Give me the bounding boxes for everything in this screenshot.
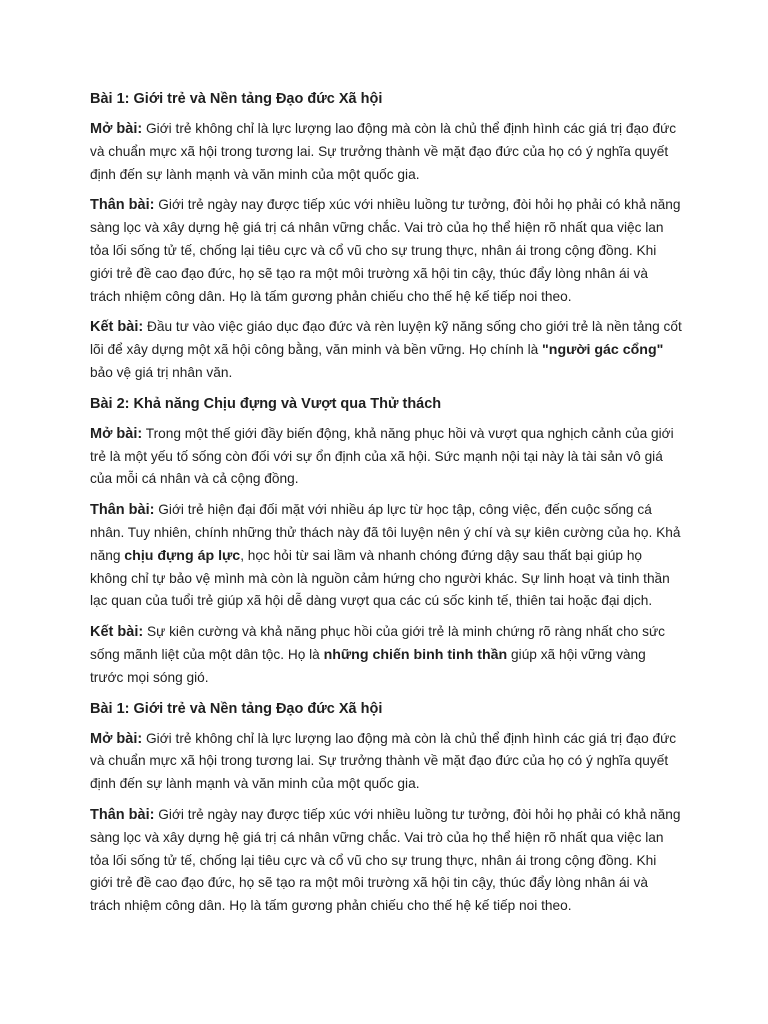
- conclusion-label: Kết bài:: [90, 624, 144, 641]
- body-label: Thân bài:: [90, 502, 155, 519]
- body-emphasis: chịu đựng áp lực: [124, 547, 241, 564]
- intro-paragraph: [90, 118, 682, 186]
- conclusion-text-after: giúp xã hội vững vàng trước mọi sóng gió.: [90, 646, 646, 685]
- intro-paragraph: [90, 728, 682, 796]
- conclusion-text-after: bảo vệ giá trị nhân văn.: [90, 364, 233, 380]
- intro-label: Mở bài:: [90, 425, 143, 442]
- intro-text: Giới trẻ không chỉ là lực lượng lao động mà còn là chủ thể định hình các giá trị đạo đức và chuẩn mực xã hội trong tương lai. Sự trưởng thành về mặt đạo đức của họ có ý nghĩa quyết định đến sự lành mạnh và văn minh của một quốc gia.: [90, 730, 677, 792]
- body-paragraph: [90, 194, 682, 308]
- body-label: Thân bài:: [90, 197, 155, 214]
- conclusion-emphasis: "người gác cổng": [542, 342, 664, 359]
- conclusion-paragraph: [90, 316, 682, 384]
- body-text: Giới trẻ ngày nay được tiếp xúc với nhiều luồng tư tưởng, đòi hỏi họ phải có khả năng sàng lọc và xây dựng hệ giá trị cá nhân vững chắc. Vai trò của họ thể hiện rõ nhất qua việc lan tỏa lối sống tử tế, chống lại tiêu cực và cổ vũ cho sự trung thực, nhân ái trong cộng đồng. Khi giới trẻ đề cao đạo đức, họ sẽ tạo ra một môi trường xã hội tin cậy, thúc đẩy lòng nhân ái và trách nhiệm công dân. Họ là tấm gương phản chiếu cho thế hệ kế tiếp noi theo.: [90, 806, 681, 914]
- conclusion-text-before: Đầu tư vào việc giáo dục đạo đức và rèn luyện kỹ năng sống cho giới trẻ là nền tảng cốt lõi để xây dựng một xã hội công bằng, văn minh và bền vững. Họ chính là: [90, 319, 682, 358]
- body-text: Giới trẻ ngày nay được tiếp xúc với nhiều luồng tư tưởng, đòi hỏi họ phải có khả năng sàng lọc và xây dựng hệ giá trị cá nhân vững chắc. Vai trò của họ thể hiện rõ nhất qua việc lan tỏa lối sống tử tế, chống lại tiêu cực và cổ vũ cho sự trung thực, nhân ái trong cộng đồng. Khi giới trẻ đề cao đạo đức, họ sẽ tạo ra một môi trường xã hội tin cậy, thúc đẩy lòng nhân ái và trách nhiệm công dân. Họ là tấm gương phản chiếu cho thế hệ kế tiếp noi theo.: [90, 197, 681, 304]
- conclusion-paragraph: [90, 621, 682, 689]
- essay-section-3: [90, 698, 682, 918]
- intro-text: Trong một thế giới đầy biến động, khả năng phục hồi và vượt qua nghịch cảnh của giới trẻ là một yếu tố sống còn đối với sự ổn định của xã hội. Sức mạnh nội tại này là tài sản vô giá của mỗi cá nhân và cả cộng đồng.: [90, 425, 674, 487]
- body-text-after: , học hỏi từ sai lầm và nhanh chóng đứng dậy sau thất bại giúp họ không chỉ tự bảo vệ mình mà còn là nguồn cảm hứng cho người khác. Sự linh hoạt và tinh thần lạc quan của tuổi trẻ giúp xã hội dễ dàng vượt qua các cú sốc kinh tế, thiên tai hoặc đại dịch.: [90, 547, 670, 609]
- section-heading: Bài 1: Giới trẻ và Nền tảng Đạo đức Xã hội: [90, 91, 383, 107]
- conclusion-text-before: Sự kiên cường và khả năng phục hồi của giới trẻ là minh chứng rõ ràng nhất cho sức sống mãnh liệt của một dân tộc. Họ là: [90, 624, 665, 662]
- intro-label: Mở bài:: [90, 730, 143, 747]
- intro-paragraph: [90, 423, 682, 491]
- essay-section-2: [90, 393, 682, 690]
- body-label: Thân bài:: [90, 806, 155, 823]
- body-paragraph: [90, 804, 682, 918]
- body-text-before: Giới trẻ hiện đại đối mặt với nhiều áp lực từ học tập, công việc, đến cuộc sống cá nhân. Tuy nhiên, chính những thử thách này đã tôi luyện nên ý chí và sự kiên cường của họ. Khả năng: [90, 502, 681, 563]
- conclusion-emphasis: những chiến binh tinh thần: [323, 646, 508, 663]
- section-heading: Bài 1: Giới trẻ và Nền tảng Đạo đức Xã hội: [90, 700, 383, 717]
- essay-section-1: [90, 88, 682, 385]
- intro-text: Giới trẻ không chỉ là lực lượng lao động mà còn là chủ thể định hình các giá trị đạo đức và chuẩn mực xã hội trong tương lai. Sự trưởng thành về mặt đạo đức của họ có ý nghĩa quyết định đến sự lành mạnh và văn minh của một quốc gia.: [90, 121, 677, 182]
- body-paragraph: [90, 499, 682, 613]
- section-heading: Bài 2: Khả năng Chịu đựng và Vượt qua Thử thách: [90, 395, 442, 412]
- conclusion-label: Kết bài:: [90, 319, 144, 336]
- intro-label: Mở bài:: [90, 121, 143, 137]
